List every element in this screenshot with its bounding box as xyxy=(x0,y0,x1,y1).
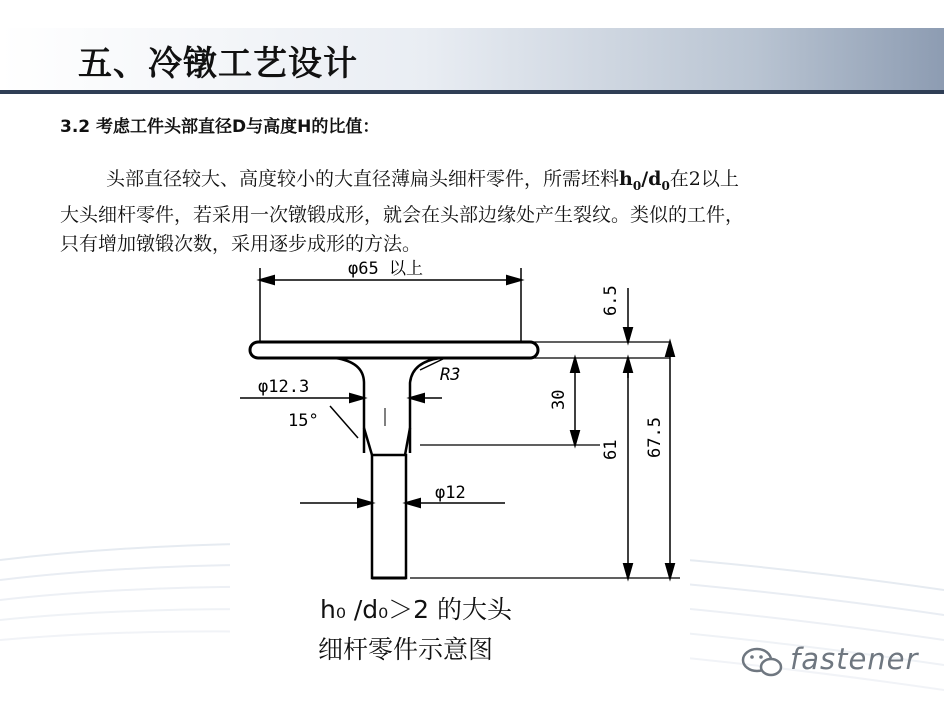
dim-label-61: 61 xyxy=(601,439,621,460)
body-paragraph xyxy=(60,165,900,259)
part-diagram xyxy=(230,258,690,707)
paragraph-line-2: 大头细杆零件，若采用一次镦锻成形，就会在头部边缘处产生裂纹。类似的工件， xyxy=(60,203,745,226)
dim-label-r3: R3 xyxy=(440,365,461,385)
title-underline xyxy=(0,90,944,94)
dim-label-30: 30 xyxy=(549,389,569,410)
dim-label-top: φ65 以上 xyxy=(348,259,423,279)
caption-line-1: h₀ /d₀＞2 的大头 xyxy=(320,595,512,624)
paragraph-line-3: 只有增加镦锻次数，采用逐步成形的方法。 xyxy=(60,232,422,255)
dim-label-d12: φ12 xyxy=(435,483,466,503)
technical-drawing xyxy=(230,258,690,707)
watermark-text: fastener xyxy=(790,642,919,676)
page-title: 五、冷镦工艺设计 xyxy=(78,44,358,84)
dim-label-d123: φ12.3 xyxy=(258,377,310,397)
dim-label-67-5: 67.5 xyxy=(645,417,665,458)
dim-label-6-5: 6.5 xyxy=(601,285,621,316)
title-bar xyxy=(0,28,944,100)
dim-label-angle: 15° xyxy=(288,411,319,431)
paragraph-line-1: 头部直径较大、高度较小的大直径薄扁头细杆零件，所需坯料$h_0/d_0$在2以上 xyxy=(106,168,739,193)
caption-line-2: 细杆零件示意图 xyxy=(318,635,494,664)
section-subheading: 3.2 考虑工件头部直径D与高度H的比值： xyxy=(60,117,380,137)
